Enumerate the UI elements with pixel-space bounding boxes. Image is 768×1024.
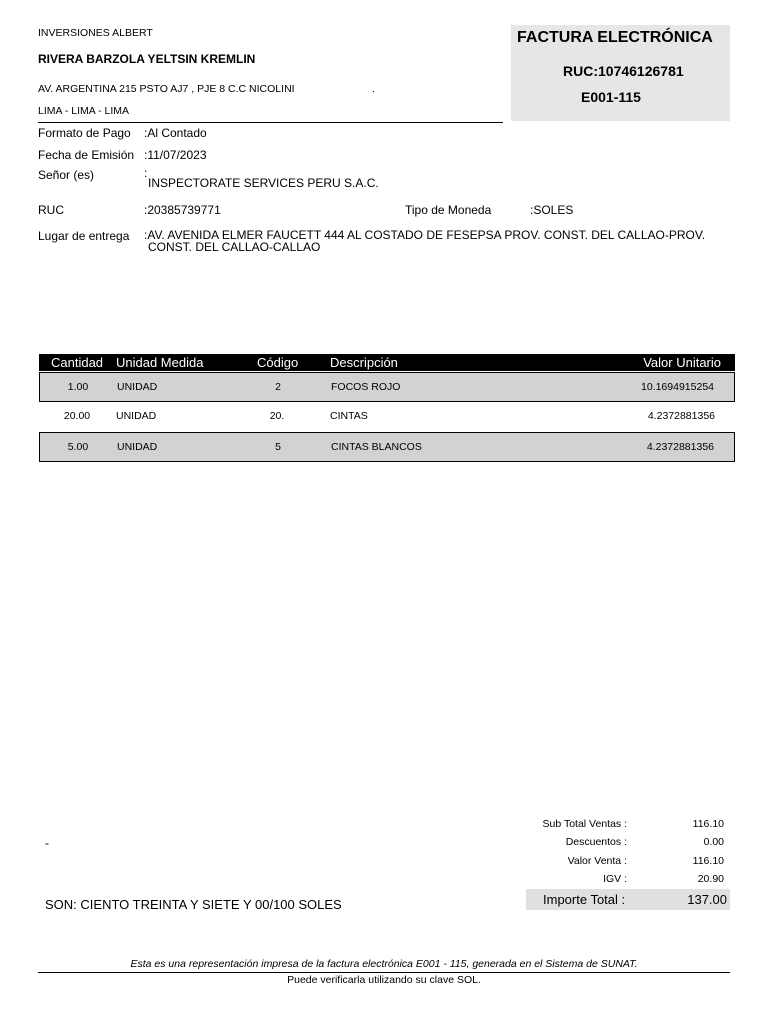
issuer-location: LIMA - LIMA - LIMA <box>38 105 130 117</box>
delivery-label: Lugar de entrega <box>38 229 130 243</box>
date-label: Fecha de Emisión <box>38 148 135 162</box>
header-unit: Unidad Medida <box>116 355 204 370</box>
issuer-trade-name: INVERSIONES ALBERT <box>38 27 153 39</box>
observation-dash: - <box>45 836 49 850</box>
currency-label: Tipo de Moneda <box>405 203 492 217</box>
total-amount-box <box>526 889 730 910</box>
header-code: Código <box>257 355 299 370</box>
table-row <box>39 372 735 402</box>
payment-label: Formato de Pago <box>38 126 131 140</box>
sale-value: 116.10 <box>692 855 724 867</box>
discount-value: 0.00 <box>703 836 724 848</box>
delivery-address-line1: :AV. AVENIDA ELMER FAUCETT 444 AL COSTADO DE FESEPSA PROV. CONST. DEL CALLAO-PROV. <box>144 228 706 242</box>
footer-note: Esta es una representación impresa de la factura electrónica E001 - 115, generada en el Sistema de SUNAT. <box>130 958 638 970</box>
amount-in-words: SON: CIENTO TREINTA Y SIETE Y 00/100 SOLES <box>45 897 342 912</box>
footer-verify: Puede verificarla utilizando su clave SOL. <box>287 974 481 986</box>
client-label: Señor (es) <box>38 168 95 182</box>
igv-label: IGV : <box>603 873 627 885</box>
row-value: 10.1694915254 <box>641 381 714 393</box>
table-row <box>39 432 735 462</box>
header-desc: Descripción <box>330 355 398 370</box>
date-value: :11/07/2023 <box>144 148 207 162</box>
row-unit: UNIDAD <box>116 410 157 422</box>
client-name: INSPECTORATE SERVICES PERU S.A.C. <box>148 176 379 190</box>
igv-value: 20.90 <box>697 873 724 885</box>
total-label: Importe Total : <box>543 892 626 907</box>
row-qty: 5.00 <box>67 441 89 453</box>
row-value: 4.2372881356 <box>646 441 714 453</box>
subtotal-value: 116.10 <box>692 818 724 830</box>
row-value: 4.2372881356 <box>647 410 715 422</box>
row-desc: FOCOS ROJO <box>331 381 401 393</box>
header-qty: Cantidad <box>51 355 104 370</box>
header-divider <box>38 122 503 123</box>
header-value: Valor Unitario <box>643 355 721 370</box>
currency-value: :SOLES <box>530 203 574 217</box>
sale-value-label: Valor Venta : <box>567 855 627 867</box>
invoice-title: FACTURA ELECTRÓNICA <box>517 29 713 46</box>
total-value: 137.00 <box>687 892 727 907</box>
delivery-address-line2: CONST. DEL CALLAO-CALLAO <box>148 240 321 254</box>
row-code: 2 <box>275 381 281 393</box>
row-unit: UNIDAD <box>117 441 158 453</box>
row-qty: 20.00 <box>63 410 91 422</box>
client-ruc-value: :20385739771 <box>144 203 221 217</box>
row-qty: 1.00 <box>67 381 89 393</box>
invoice-ruc: RUC:10746126781 <box>563 63 684 79</box>
invoice-header-box <box>511 25 730 121</box>
row-unit: UNIDAD <box>117 381 158 393</box>
payment-value: :Al Contado <box>144 126 207 140</box>
invoice-number: E001-115 <box>581 89 641 105</box>
row-desc: CINTAS <box>330 410 368 422</box>
row-desc: CINTAS BLANCOS <box>331 441 422 453</box>
issuer-address: AV. ARGENTINA 215 PSTO AJ7 , PJE 8 C.C NICOLINI <box>38 83 295 95</box>
subtotal-label: Sub Total Ventas : <box>542 818 627 830</box>
discount-label: Descuentos : <box>565 836 627 848</box>
client-colon: : <box>144 166 148 180</box>
row-code: 20. <box>269 410 285 422</box>
row-code: 5 <box>275 441 281 453</box>
items-table-header <box>39 354 735 371</box>
footer-divider <box>38 972 730 973</box>
issuer-owner-name: RIVERA BARZOLA YELTSIN KREMLIN <box>38 52 256 66</box>
issuer-address-dot: . <box>372 83 375 95</box>
table-row <box>39 402 735 432</box>
client-ruc-label: RUC <box>38 203 64 217</box>
